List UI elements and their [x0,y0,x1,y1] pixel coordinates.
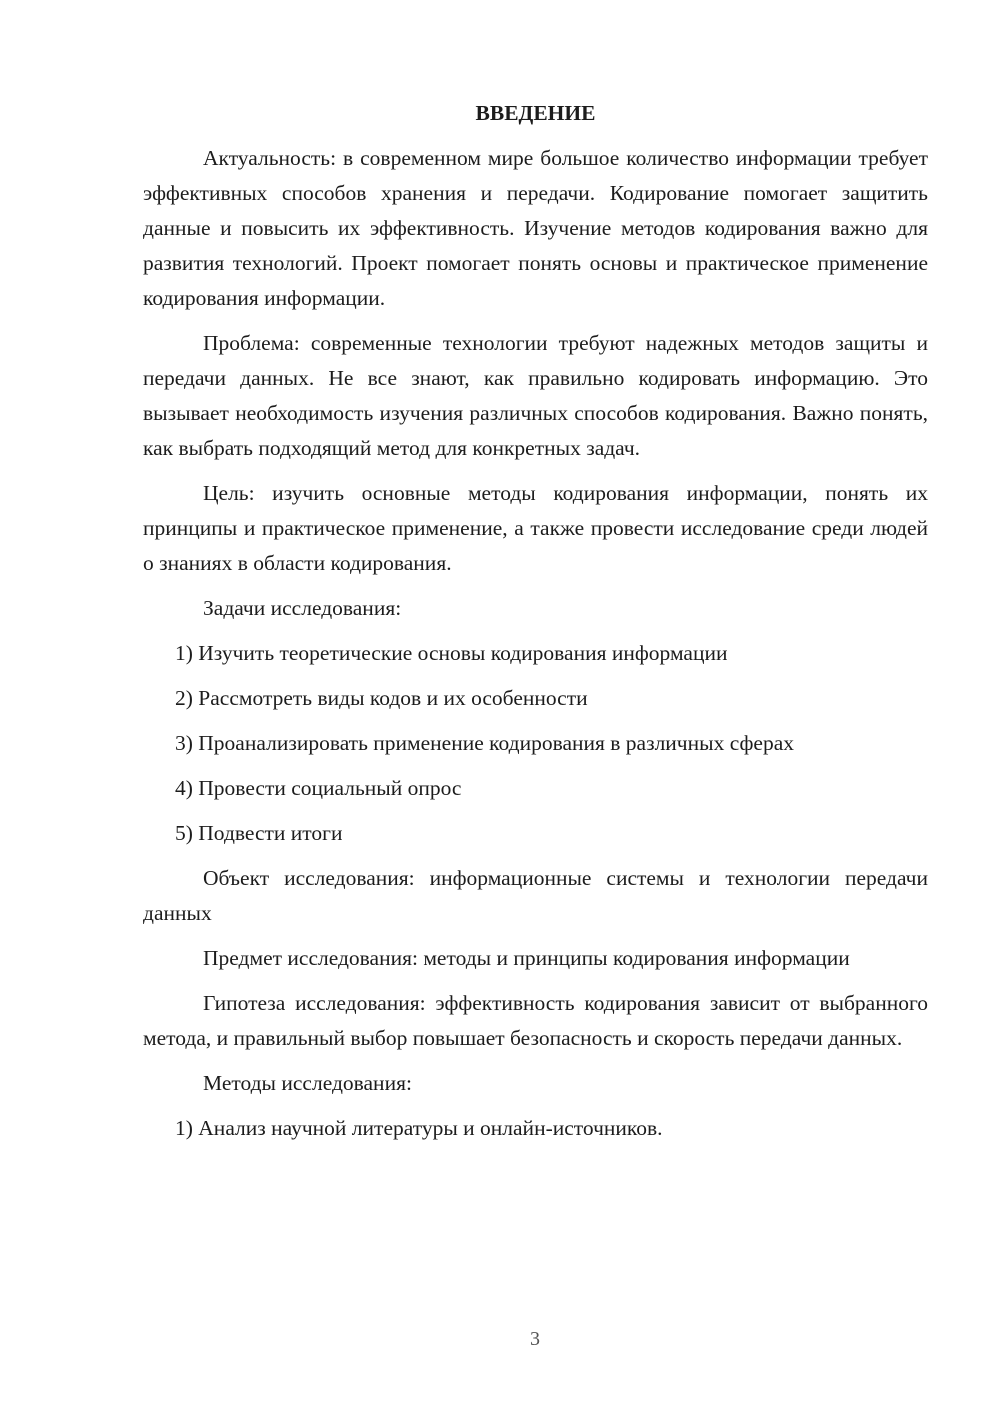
page-number: 3 [530,1328,540,1350]
list-item: 1) Изучить теоретические основы кодирования информации [175,641,728,665]
list-item: 2) Рассмотреть виды кодов и их особенности [175,686,588,710]
tasks-list [143,636,928,851]
list-item: 3) Проанализировать применение кодирования в различных сферах [175,731,795,755]
hypothesis-paragraph: Гипотеза исследования: эффективность кодирования зависит от выбранного метода, и правильный выбор повышает безопасность и скорость передачи данных. [143,991,928,1050]
relevance-paragraph: Актуальность: в современном мире большое количество информации требует эффективных способов хранения и передачи. Кодирование помогает защитить данные и повысить их эффективность. Изучение методов кодирования важно для развития технологий. Проект помогает понять основы и практическое применение кодирования информации. [143,146,928,310]
methods-list [143,1111,928,1146]
page-title: ВВЕДЕНИЕ [475,101,596,125]
goal-paragraph: Цель: изучить основные методы кодирования информации, понять их принципы и практическое применение, а также провести исследование среди людей о знаниях в области кодирования. [143,481,928,575]
page-content [143,96,928,1156]
tasks-heading: Задачи исследования: [203,596,402,620]
list-item: 1) Анализ научной литературы и онлайн-источников. [175,1116,663,1140]
object-paragraph: Объект исследования: информационные системы и технологии передачи данных [143,866,928,925]
methods-heading: Методы исследования: [203,1071,412,1095]
list-item: 4) Провести социальный опрос [175,776,462,800]
subject-paragraph: Предмет исследования: методы и принципы кодирования информации [203,946,850,970]
problem-paragraph: Проблема: современные технологии требуют надежных методов защиты и передачи данных. Не все знают, как правильно кодировать информацию. Это вызывает необходимость изучения различных способов кодирования. Важно понять, как выбрать подходящий метод для конкретных задач. [143,331,928,460]
list-item: 5) Подвести итоги [175,821,343,845]
